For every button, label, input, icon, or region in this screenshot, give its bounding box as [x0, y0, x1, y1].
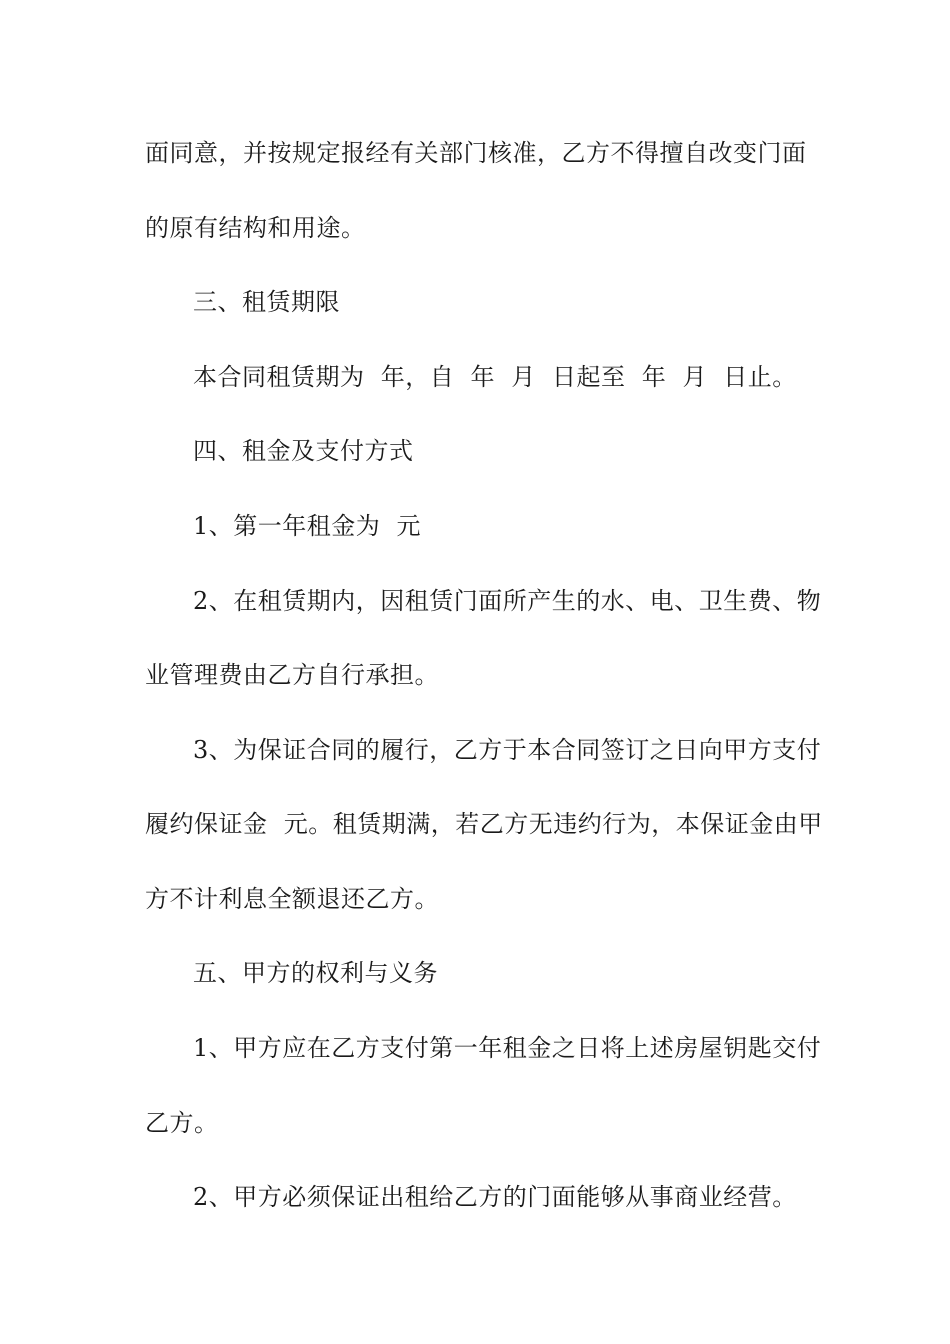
section-heading-party-a-rights: 五、甲方的权利与义务 — [193, 959, 438, 987]
paragraph-line: 履约保证金 元。租赁期满，若乙方无违约行为，本保证金由甲 — [145, 810, 823, 838]
paragraph-line: 3、为保证合同的履行，乙方于本合同签订之日向甲方支付 — [193, 736, 822, 764]
paragraph-line: 的原有结构和用途。 — [145, 214, 366, 242]
paragraph-line: 2、在租赁期内，因租赁门面所产生的水、电、卫生费、物 — [193, 587, 822, 615]
section-heading-lease-term: 三、租赁期限 — [193, 288, 340, 316]
paragraph-line: 1、甲方应在乙方支付第一年租金之日将上述房屋钥匙交付 — [193, 1034, 822, 1062]
paragraph-line: 1、第一年租金为 元 — [193, 512, 422, 540]
paragraph-line: 2、甲方必须保证出租给乙方的门面能够从事商业经营。 — [193, 1183, 797, 1211]
paragraph-line: 业管理费由乙方自行承担。 — [145, 661, 439, 689]
paragraph-line: 方不计利息全额退还乙方。 — [145, 885, 439, 913]
paragraph-line: 乙方。 — [145, 1109, 219, 1137]
paragraph-line: 面同意，并按规定报经有关部门核准，乙方不得擅自改变门面 — [145, 139, 807, 167]
paragraph-line: 本合同租赁期为 年，自 年 月 日起至 年 月 日止。 — [193, 363, 797, 391]
section-heading-rent-payment: 四、租金及支付方式 — [193, 437, 414, 465]
